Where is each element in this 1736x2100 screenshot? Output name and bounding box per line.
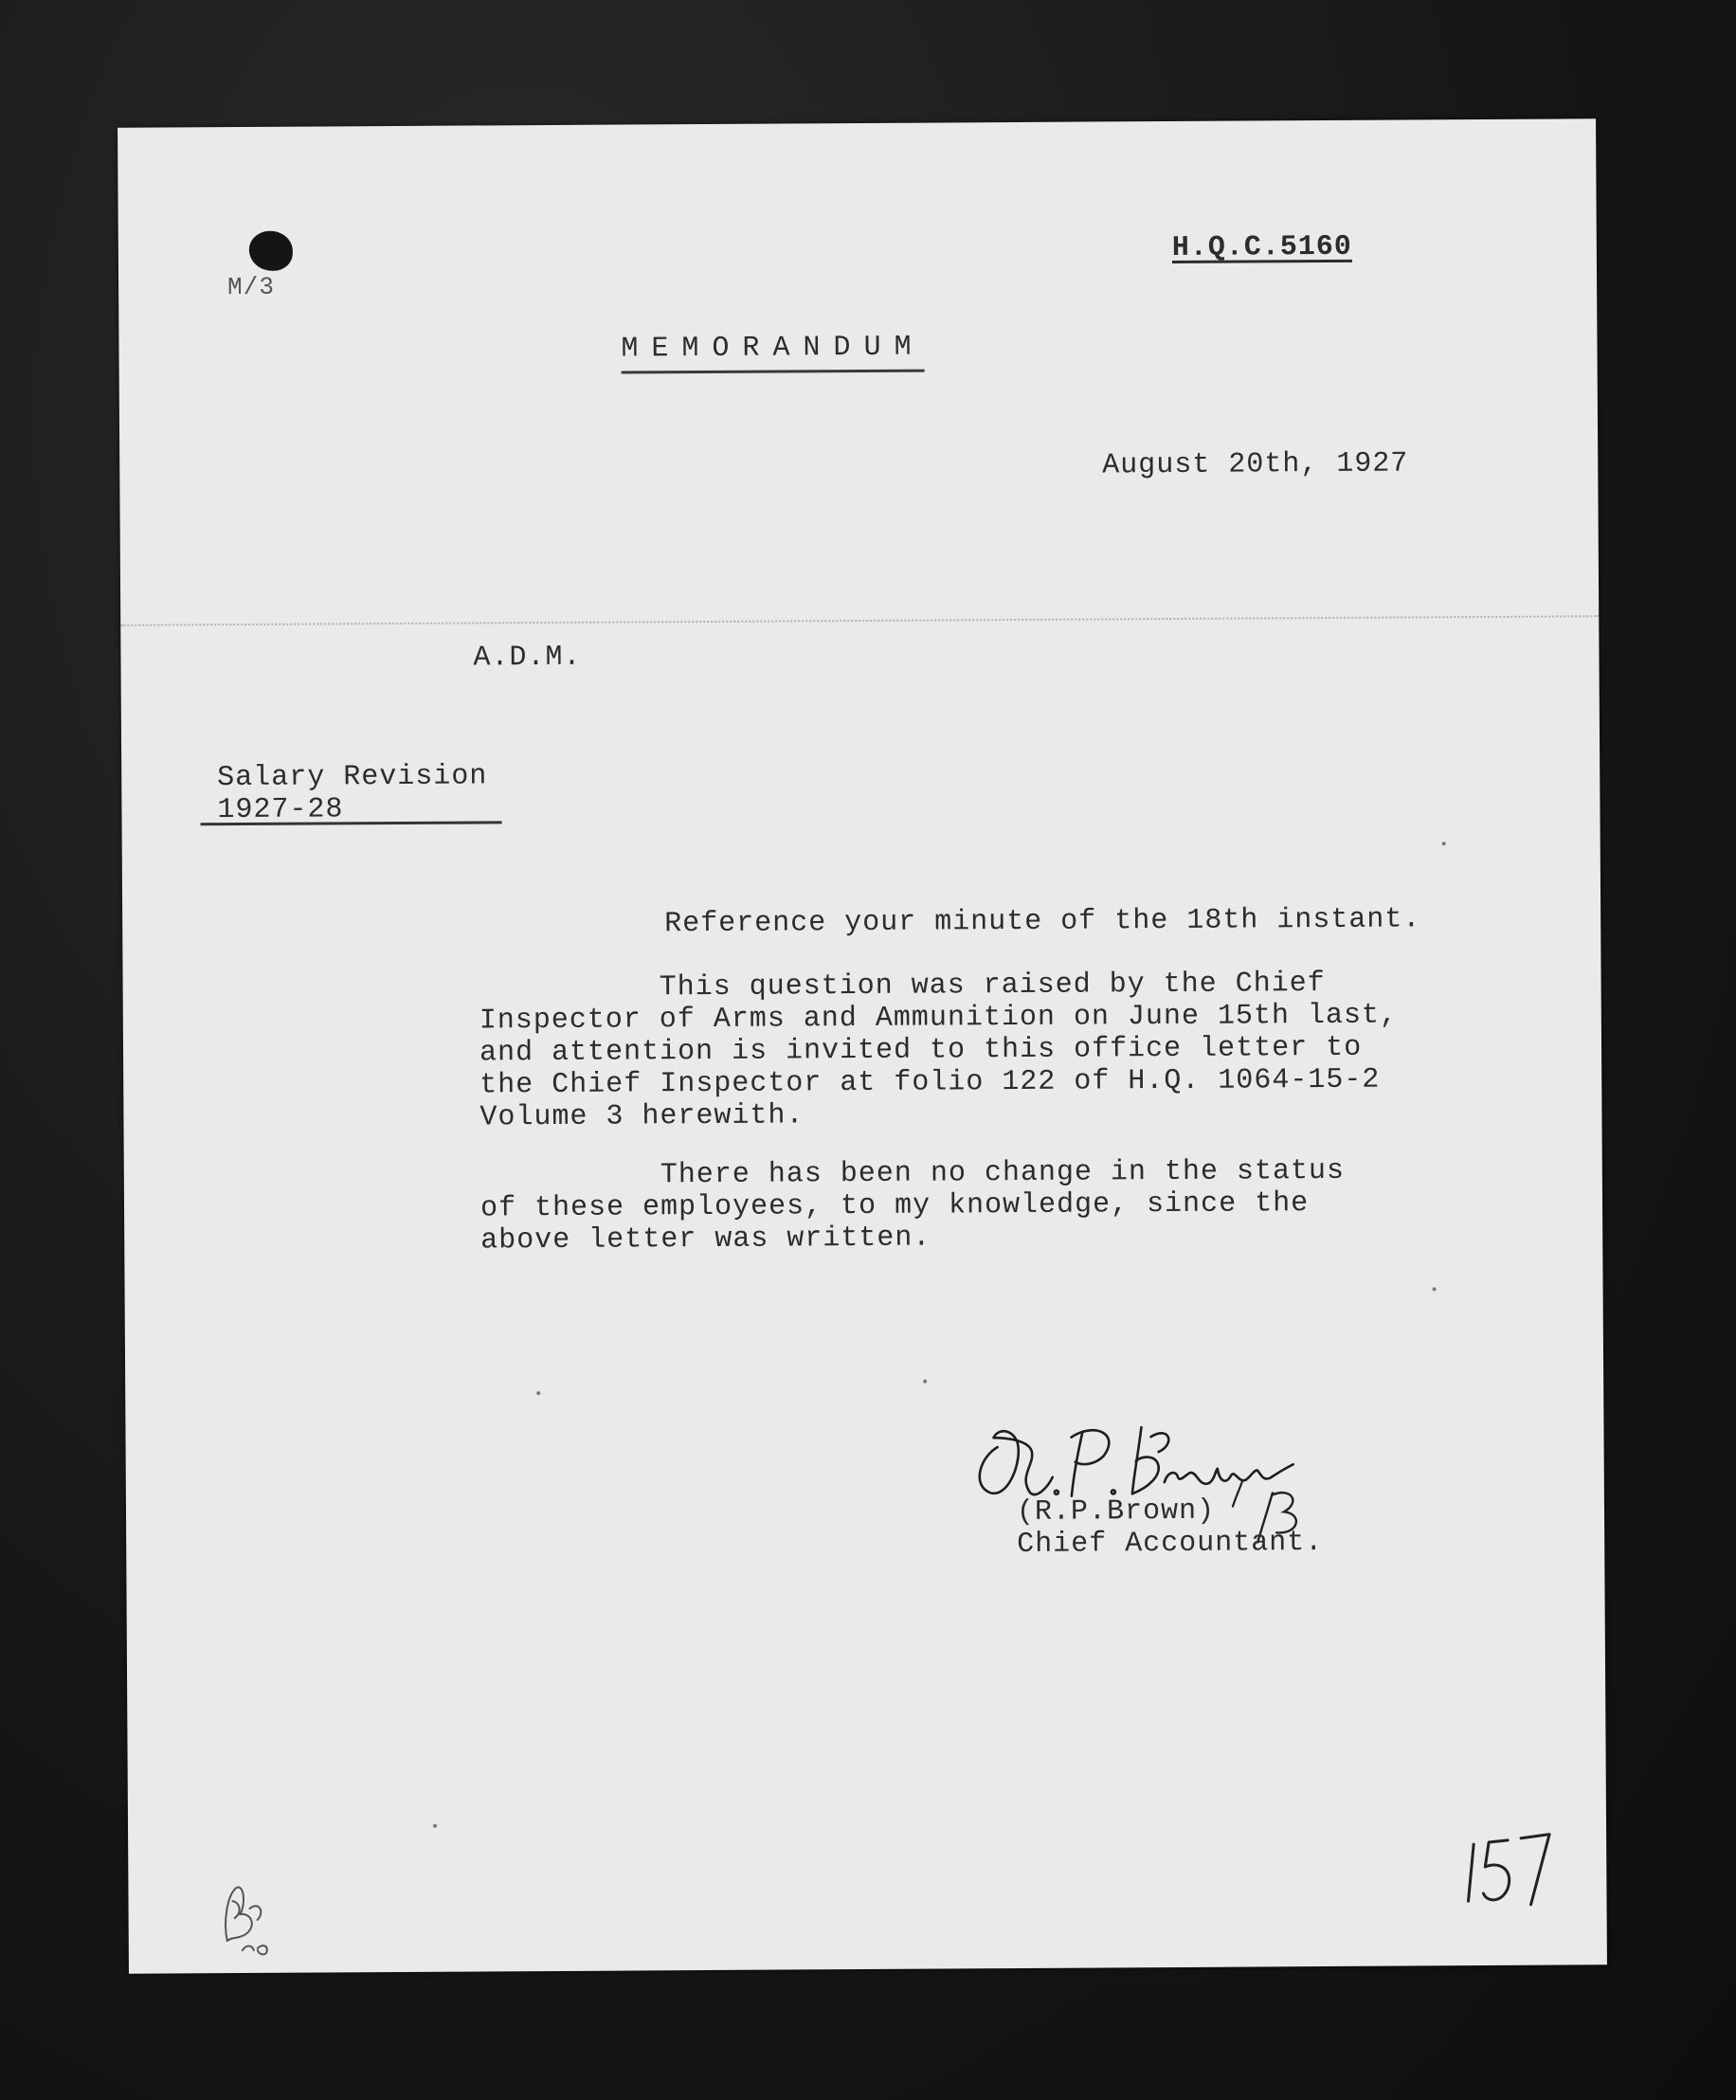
subject-line-1: Salary Revision — [217, 760, 488, 795]
subject-block — [217, 760, 487, 826]
paragraph-reference: Reference your minute of the 18th instant. — [664, 903, 1421, 941]
paragraph-line: Volume 3 herewith. — [479, 1099, 805, 1134]
margin-mark: M/3 — [227, 272, 275, 302]
ink-blot — [249, 231, 293, 271]
memo-date: August 20th, 1927 — [1102, 447, 1409, 482]
signatory-title: Chief Accountant. — [1017, 1527, 1324, 1562]
fold-crease — [120, 615, 1599, 626]
paragraph-line: of these employees, to my knowledge, since the — [479, 1187, 1310, 1225]
paragraph-line: above letter was written. — [480, 1222, 931, 1258]
speck — [923, 1380, 927, 1384]
signature-block — [1017, 1494, 1323, 1561]
speck — [433, 1824, 437, 1828]
paragraph-line: the Chief Inspector at folio 122 of H.Q. 1064-15-2 — [479, 1063, 1381, 1102]
memorandum-page — [118, 118, 1607, 1973]
speck — [536, 1391, 540, 1395]
speck — [1433, 1287, 1437, 1291]
signatory-name: (R.P.Brown) — [1016, 1494, 1216, 1530]
paragraph-status — [480, 1155, 1346, 1258]
subject-line-2: 1927-28 — [217, 793, 344, 827]
file-reference: H.Q.C.5160 — [1171, 230, 1352, 264]
memo-heading: MEMORANDUM — [621, 332, 924, 374]
paragraph-line: There has been no change in the status — [479, 1154, 1346, 1193]
stamp-mark — [213, 1874, 280, 1960]
paragraph-line: and attention is invited to this office letter to — [479, 1031, 1363, 1070]
paragraph-question — [479, 968, 1399, 1134]
speck — [1442, 842, 1446, 845]
folio-number — [1455, 1825, 1560, 1911]
paragraph-line: This question was raised by the Chief — [479, 968, 1326, 1005]
paragraph-line: Inspector of Arms and Ammunition on June 15th last, — [479, 999, 1399, 1038]
addressee: A.D.M. — [473, 641, 582, 675]
